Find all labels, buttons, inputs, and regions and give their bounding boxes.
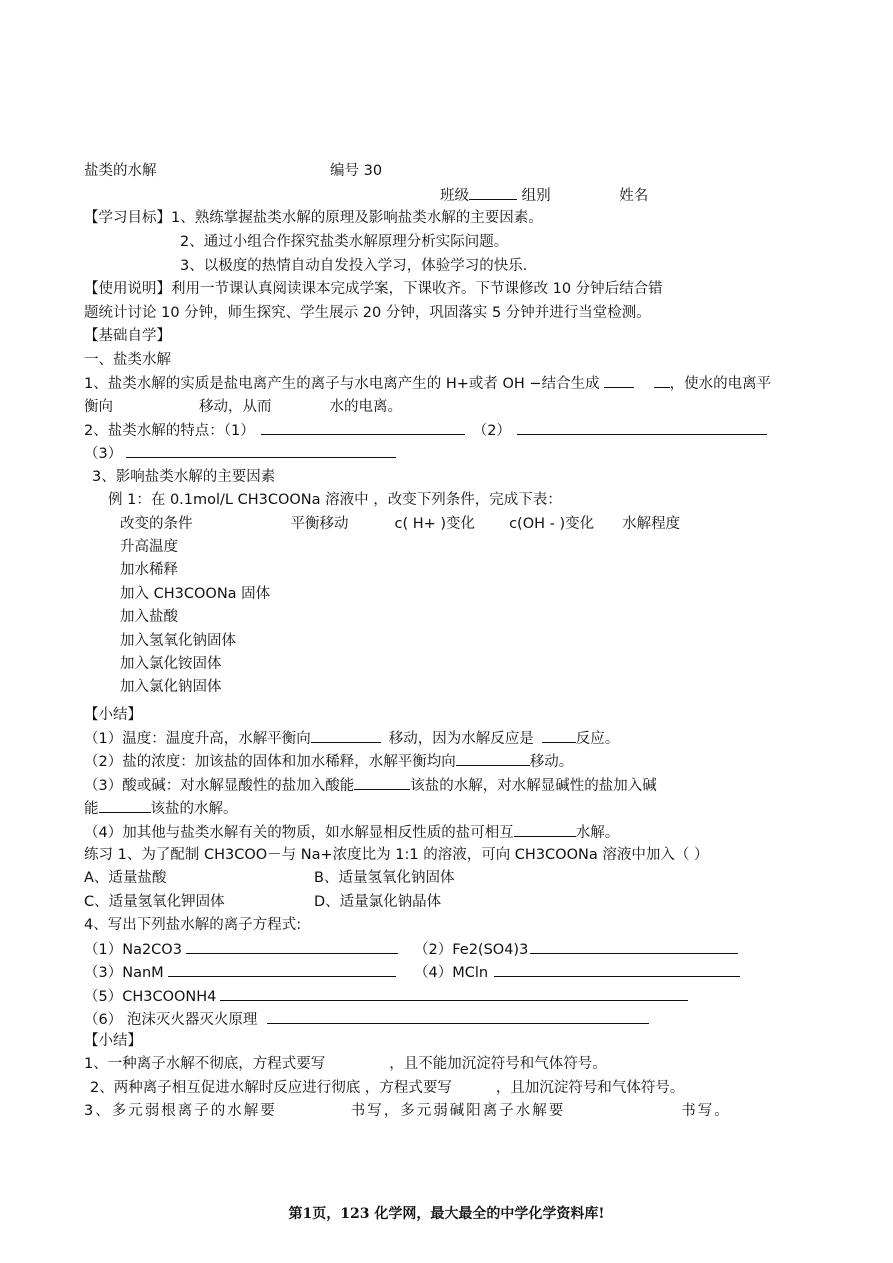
summary-1-line-2 (84, 751, 573, 772)
q1-text: 水的电离。 (329, 399, 402, 415)
page-footer: 第1页，123 化学网，最大最全的中学化学资料库! (288, 1206, 605, 1222)
group-label: 组别 (521, 188, 551, 204)
exercise-1-option-b[interactable]: B、适量氢氧化钠固体 (314, 870, 455, 886)
q2-blank-2[interactable] (517, 420, 767, 435)
objectives-line-1 (84, 208, 543, 228)
student-info-line (440, 185, 648, 206)
q4-item: （2）Fe2(SO4)3 (414, 942, 529, 958)
summary-text: （3）酸或碱：对水解显酸性的盐加入酸能 (84, 778, 355, 794)
q4-line-6 (84, 1009, 649, 1030)
table-row: 加入盐酸 (120, 609, 178, 625)
exercise-1-option-c[interactable]: C、适量氢氧化钾固体 (84, 894, 225, 910)
q3-example: 例 1：在 0.1mol/L CH3COONa 溶液中 ，改变下列条件，完成下表： (108, 492, 562, 508)
table-header-cell: c( H+ )变化 (394, 516, 476, 532)
q4-blank[interactable] (186, 939, 398, 954)
summary-1-label: 【小结】 (84, 707, 142, 723)
q4-blank[interactable] (530, 939, 738, 954)
summary-1-line-5 (84, 822, 619, 843)
summary-text: 移动。 (529, 754, 574, 770)
summary-text: （4）加其他与盐类水解有关的物质，如水解显相反性质的盐可相互 (84, 825, 514, 841)
summary-blank[interactable] (456, 751, 530, 766)
exercise-1-option-a[interactable]: A、适量盐酸 (84, 870, 167, 886)
summary-text: ，且不能加沉淀符号和气体符号。 (389, 1056, 607, 1072)
q4-item: （3）NanM (84, 965, 164, 981)
q1-text: ，使水的电离平 (669, 376, 772, 392)
summary-blank[interactable] (514, 822, 576, 837)
summary-text: 该盐的水解，对水解显碱性的盐加入碱 (410, 778, 657, 794)
q1-text: 衡向 (84, 399, 113, 415)
name-label: 姓名 (619, 188, 649, 204)
q4-line-1 (84, 939, 398, 960)
summary-1-line-4 (84, 798, 238, 819)
q2-blank-1[interactable] (261, 420, 465, 435)
q4-item: （5）CH3COONH4 (84, 989, 217, 1005)
summary-text: 移动，因为水解反应是 (388, 731, 534, 747)
table-header-cell: 改变的条件 (120, 516, 193, 532)
usage-line-1 (84, 279, 663, 299)
summary-blank[interactable] (311, 728, 381, 743)
summary-blank[interactable] (542, 728, 576, 743)
table-row: 加水稀释 (120, 562, 178, 578)
q1-line-2 (84, 397, 402, 417)
table-row: 加入 CH3COONa 固体 (120, 586, 271, 602)
q1-text: 移动，从而 (199, 399, 272, 415)
q4-title: 4、写出下列盐水解的离子方程式: (84, 917, 302, 933)
summary-2-line-1 (84, 1054, 607, 1074)
table-header (120, 514, 680, 534)
summary-1-line-1 (84, 728, 619, 749)
summary-text: 2、两种离子相互促进水解时反应进行彻底 ，方程式要写 (90, 1080, 452, 1096)
q1-blank-2[interactable] (654, 373, 670, 388)
objective-item: 1、熟练掌握盐类水解的原理及影响盐类水解的主要因素。 (171, 210, 543, 226)
objectives-label: 【学习目标】 (84, 210, 171, 226)
summary-blank[interactable] (99, 798, 151, 813)
table-header-cell: 平衡移动 (290, 516, 349, 532)
q4-line-2 (414, 939, 738, 960)
q4-line-3 (84, 962, 396, 983)
q2-line-2 (84, 443, 396, 464)
summary-blank[interactable] (354, 775, 410, 790)
q4-blank[interactable] (267, 1009, 649, 1024)
q1-line-1 (84, 373, 771, 394)
q2-text: （2） (472, 423, 511, 439)
exercise-1-option-d[interactable]: D、适量氯化钠晶体 (314, 894, 442, 910)
summary-text: 能 (84, 801, 99, 817)
q4-blank[interactable] (220, 986, 688, 1001)
summary-text: 3、多元弱根离子的水解要 (84, 1103, 277, 1119)
summary-text: （2）盐的浓度：加该盐的固体和加水稀释，水解平衡均向 (84, 754, 456, 770)
summary-text: 水解。 (575, 825, 620, 841)
q2-line-1 (84, 420, 767, 441)
summary-text: 1、一种离子水解不彻底，方程式要写 (84, 1056, 326, 1072)
q2-blank-3[interactable] (126, 443, 396, 458)
table-header-cell: c(OH - )变化 (509, 516, 595, 532)
table-row: 加入氯化钠固体 (120, 679, 222, 695)
summary-2-line-2 (90, 1078, 684, 1098)
summary-text: 书写，多元弱碱阳离子水解要 (350, 1103, 566, 1119)
usage-line-2: 题统计讨论 10 分钟，师生探究、学生展示 20 分钟，巩固落实 5 分钟并进行当堂检测。 (84, 305, 651, 321)
summary-2-label: 【小结】 (84, 1033, 142, 1049)
table-row: 升高温度 (120, 539, 178, 555)
table-row: 加入氯化铵固体 (120, 656, 222, 672)
usage-label: 【使用说明】 (84, 281, 171, 297)
doc-title: 盐类的水解 (84, 163, 157, 179)
table-row: 加入氢氧化钠固体 (120, 633, 236, 649)
q4-line-5 (84, 986, 688, 1007)
q1-text: 1、盐类水解的实质是盐电离产生的离子与水电离产生的 H+或者 OH −结合生成 (84, 376, 600, 392)
exercise-1-stem: 练习 1、为了配制 CH3COO－与 Na+浓度比为 1:1 的溶液，可向 CH3COONa 溶液中加入（ ） (84, 847, 709, 863)
objective-item: 2、通过小组合作探究盐类水解原理分析实际问题。 (180, 234, 509, 250)
summary-text: （1）温度：温度升高，水解平衡向 (84, 731, 311, 747)
section-1-title: 一、盐类水解 (84, 352, 171, 368)
q4-line-4 (414, 962, 740, 983)
objective-item: 3、以极度的热情自动自发投入学习，体验学习的快乐. (180, 258, 528, 274)
summary-text: ，且加沉淀符号和气体符号。 (495, 1080, 685, 1096)
summary-text: 该盐的水解。 (150, 801, 238, 817)
q4-item: （6） 泡沫灭火器灭火原理 (84, 1012, 258, 1028)
q4-item: （4）MCln (414, 965, 489, 981)
q4-blank[interactable] (168, 962, 396, 977)
table-header-cell: 水解程度 (622, 516, 681, 532)
q1-blank-1[interactable] (604, 373, 634, 388)
q2-text: 2、盐类水解的特点：（1） (84, 423, 255, 439)
basics-label: 【基础自学】 (84, 328, 171, 344)
q2-text: （3） (84, 446, 123, 462)
q4-blank[interactable] (494, 962, 740, 977)
summary-text: 书写。 (681, 1103, 731, 1119)
summary-2-line-3 (84, 1101, 731, 1121)
class-blank[interactable] (469, 185, 517, 200)
q4-item: （1）Na2CO3 (84, 942, 182, 958)
q3-title: 3、影响盐类水解的主要因素 (92, 469, 276, 485)
doc-serial: 编号 30 (330, 163, 383, 179)
usage-text: 利用一节课认真阅读课本完成学案，下课收齐。下节课修改 10 分钟后结合错 (171, 281, 663, 297)
summary-1-line-3 (84, 775, 657, 796)
summary-text: 反应。 (575, 731, 620, 747)
class-label: 班级 (440, 188, 469, 204)
